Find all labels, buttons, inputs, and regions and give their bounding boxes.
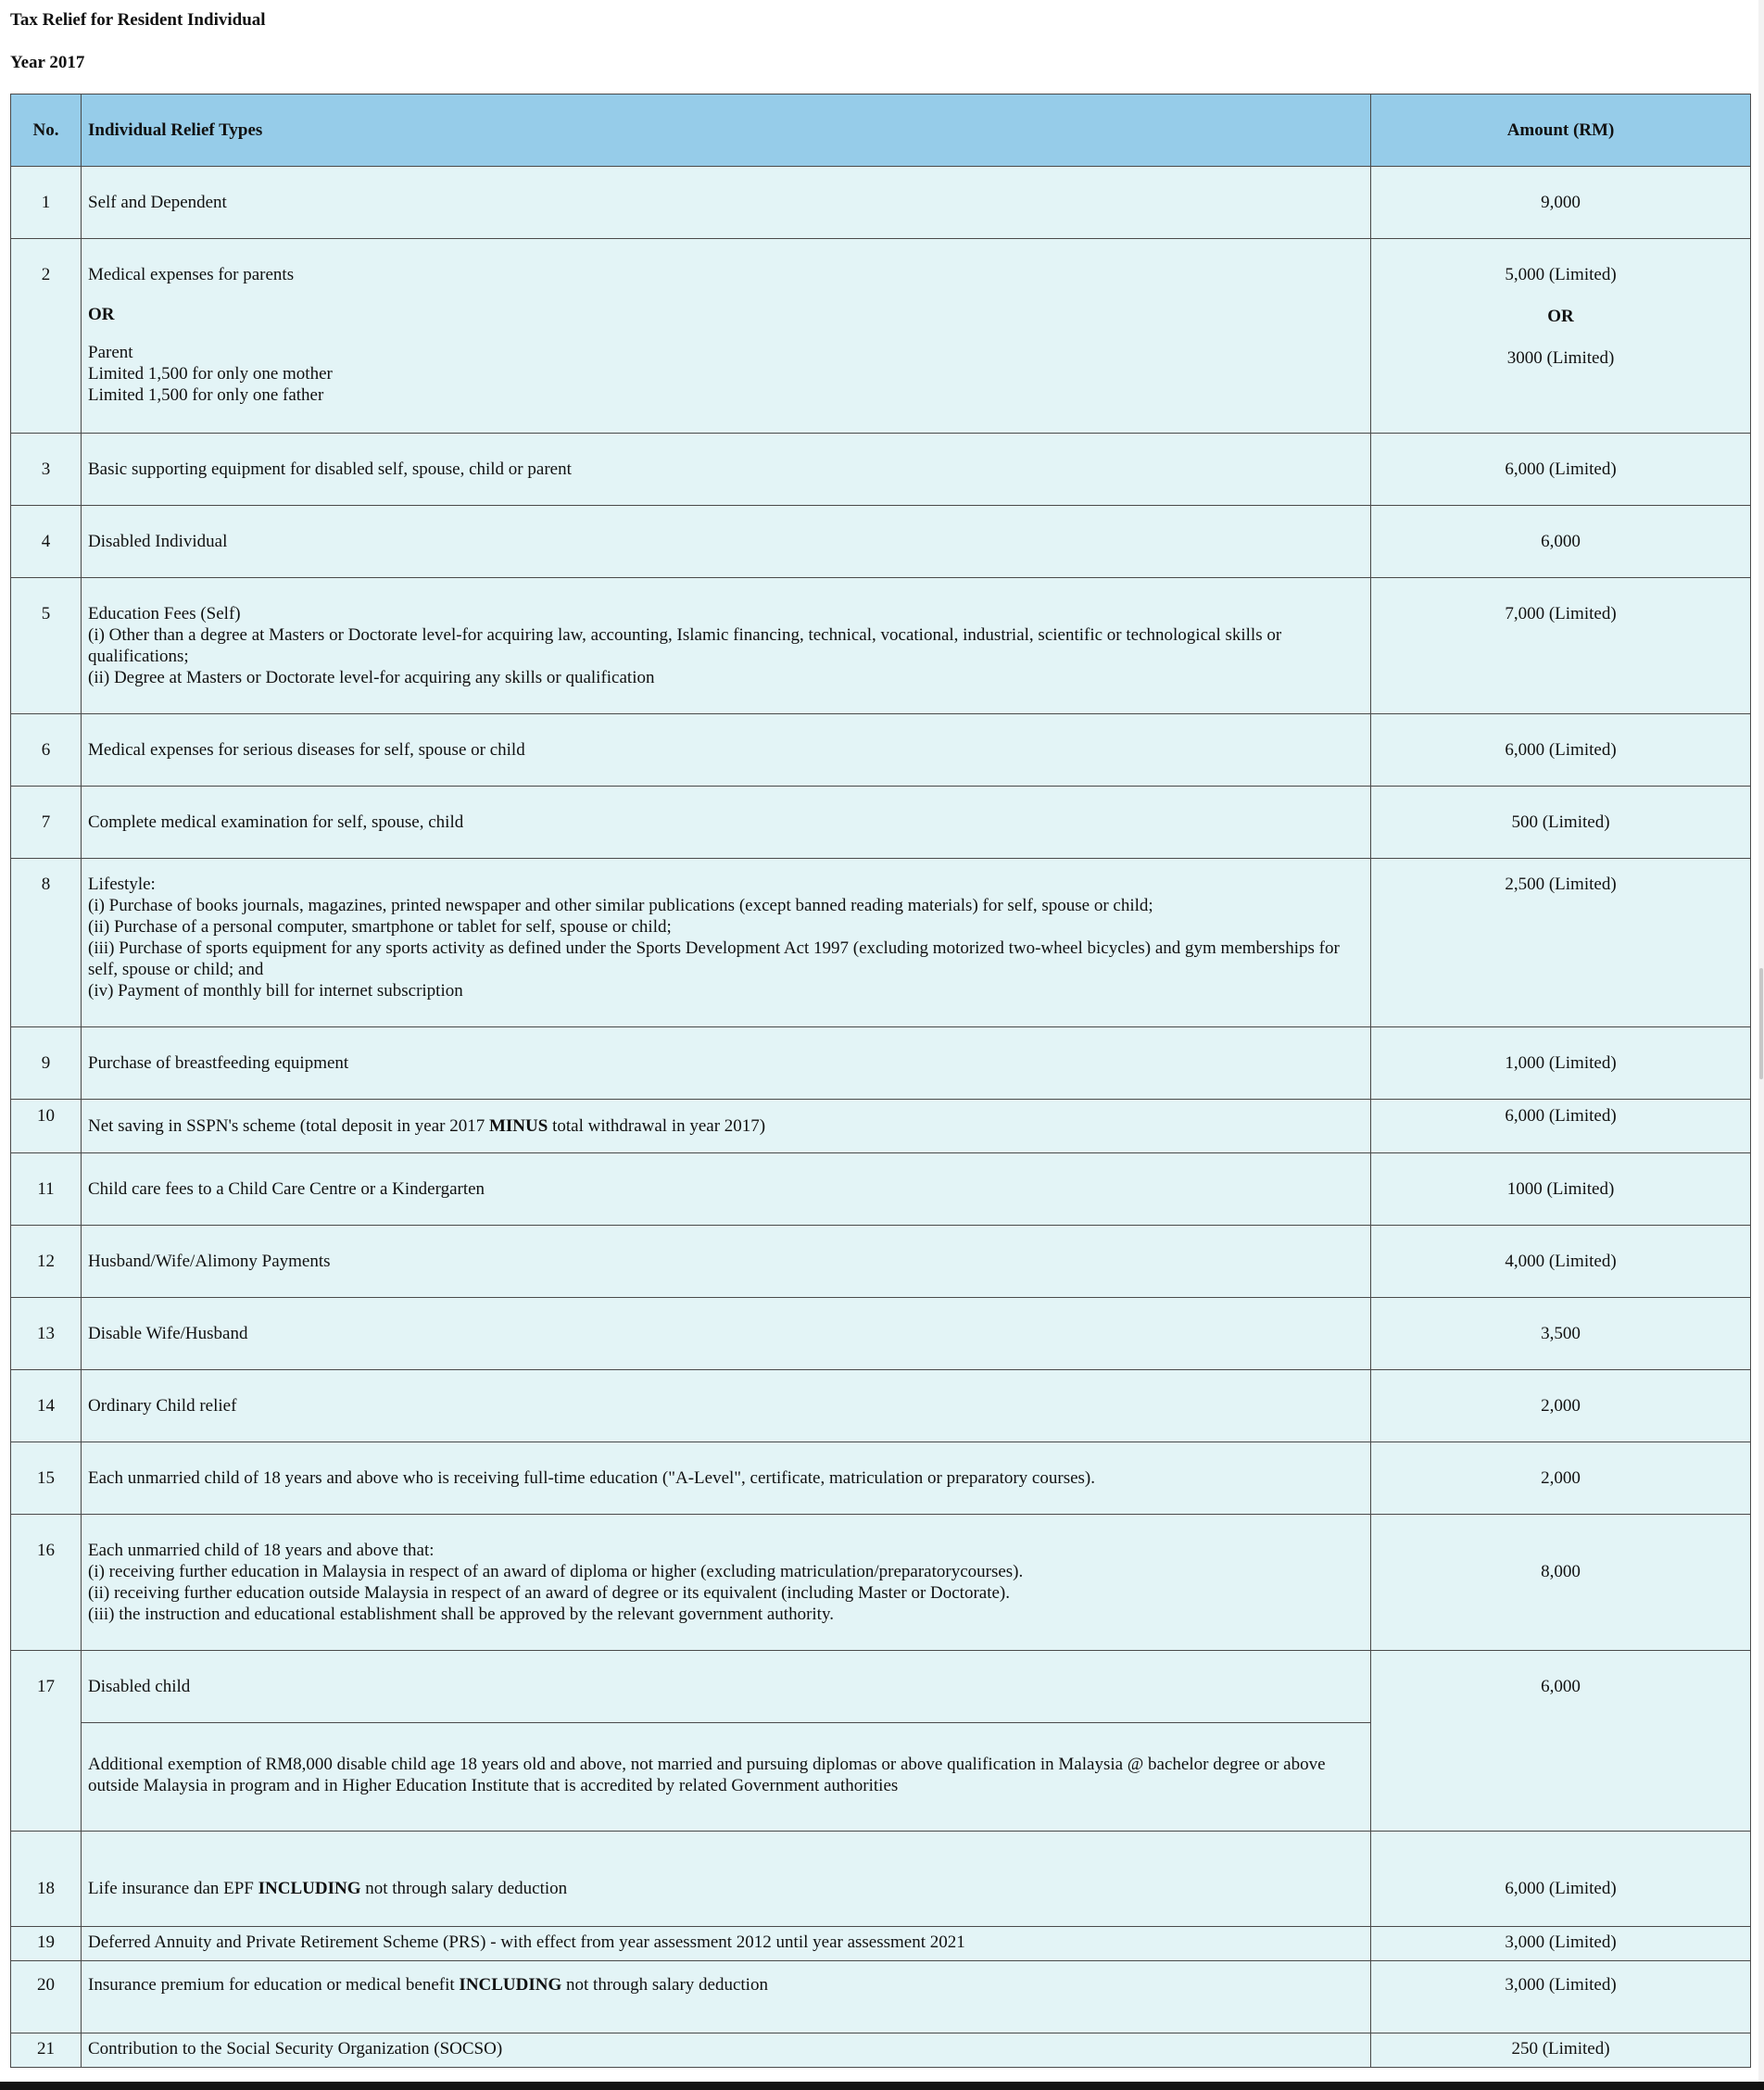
row-number: 13 (11, 1298, 82, 1370)
relief-description: Medical expenses for serious diseases for self, spouse or child (82, 714, 1371, 787)
relief-amount: 6,000 (Limited) (1371, 714, 1751, 787)
table-row (11, 1651, 1751, 1723)
relief-description: Complete medical examination for self, spouse, child (82, 787, 1371, 859)
description-text: Net saving in SSPN's scheme (total deposit in year 2017 (88, 1116, 489, 1136)
vertical-scrollbar[interactable] (1758, 0, 1764, 2083)
row-number: 18 (11, 1832, 82, 1927)
table-row (11, 167, 1751, 239)
amount-line: 3000 (Limited) (1506, 348, 1615, 368)
relief-amount: 2,000 (1371, 1442, 1751, 1515)
row-number: 2 (11, 239, 82, 434)
row-number: 11 (11, 1153, 82, 1226)
relief-description: Disabled Individual (82, 506, 1371, 578)
relief-description: Basic supporting equipment for disabled self, spouse, child or parent (82, 434, 1371, 506)
table-row (11, 1515, 1751, 1651)
description-line: (ii) Degree at Masters or Doctorate level-for acquiring any skills or qualification (88, 668, 655, 687)
description-text: not through salary deduction (561, 1975, 768, 1995)
relief-description: Husband/Wife/Alimony Payments (82, 1226, 1371, 1298)
table-row (11, 239, 1751, 434)
row-number: 12 (11, 1226, 82, 1298)
relief-amount: 500 (Limited) (1371, 787, 1751, 859)
description-text: Insurance premium for education or medical benefit (88, 1975, 460, 1995)
relief-amount: 2,000 (1371, 1370, 1751, 1442)
relief-description (82, 859, 1371, 1027)
row-number: 20 (11, 1961, 82, 2033)
description-line: (iii) Purchase of sports equipment for any sports activity as defined under the Sports Development Act 1997 (excluding motorized two-wheel bicycles) and gym memberships for self, spouse or child; and (88, 938, 1340, 979)
relief-amount: 8,000 (1371, 1515, 1751, 1651)
relief-amount: 4,000 (Limited) (1371, 1226, 1751, 1298)
relief-amount: 1,000 (Limited) (1371, 1027, 1751, 1100)
table-row (11, 1027, 1751, 1100)
table-row (11, 1927, 1751, 1961)
relief-description (82, 578, 1371, 714)
relief-description: Child care fees to a Child Care Centre or a Kindergarten (82, 1153, 1371, 1226)
relief-amount: 9,000 (1371, 167, 1751, 239)
row-number: 4 (11, 506, 82, 578)
relief-amount: 3,500 (1371, 1298, 1751, 1370)
description-line: Parent (88, 343, 133, 362)
table-row (11, 1153, 1751, 1226)
amount-line: 5,000 (Limited) (1505, 265, 1617, 284)
description-line: Medical expenses for parents (88, 265, 295, 284)
relief-description: Each unmarried child of 18 years and above who is receiving full-time education ("A-Level", certificate, matriculation or preparatory courses). (82, 1442, 1371, 1515)
relief-description (82, 239, 1371, 434)
description-line: (ii) Purchase of a personal computer, smartphone or tablet for self, spouse or child; (88, 917, 672, 937)
row-number: 16 (11, 1515, 82, 1651)
description-text: not through salary deduction (360, 1879, 568, 1898)
table-row (11, 1442, 1751, 1515)
table-header-row (11, 94, 1751, 167)
table-row (11, 1100, 1751, 1153)
relief-amount: 7,000 (Limited) (1371, 578, 1751, 714)
relief-description: Purchase of breastfeeding equipment (82, 1027, 1371, 1100)
relief-amount: 3,000 (Limited) (1371, 1927, 1751, 1961)
relief-amount: 6,000 (1371, 1651, 1751, 1832)
table-row (11, 714, 1751, 787)
description-text: total withdrawal in year 2017) (548, 1116, 766, 1136)
description-line: Education Fees (Self) (88, 604, 241, 623)
relief-amount (1371, 239, 1751, 434)
relief-amount: 6,000 (1371, 506, 1751, 578)
page-title: Tax Relief for Resident Individual (10, 10, 266, 30)
row-number: 19 (11, 1927, 82, 1961)
row-number: 9 (11, 1027, 82, 1100)
emphasis-text: INCLUDING (459, 1975, 562, 1995)
relief-amount: 6,000 (Limited) (1371, 1832, 1751, 1927)
table-row (11, 859, 1751, 1027)
scrollbar-thumb[interactable] (1759, 968, 1763, 1079)
table-row (11, 2033, 1751, 2068)
relief-description: Contribution to the Social Security Organization (SOCSO) (82, 2033, 1371, 2068)
row-number: 6 (11, 714, 82, 787)
relief-amount: 6,000 (Limited) (1371, 1100, 1751, 1153)
bottom-edge-bar (0, 2082, 1764, 2090)
row-number: 5 (11, 578, 82, 714)
row-number: 3 (11, 434, 82, 506)
row-number: 7 (11, 787, 82, 859)
year-heading: Year 2017 (10, 53, 85, 72)
relief-description: Ordinary Child relief (82, 1370, 1371, 1442)
emphasis-text: MINUS (488, 1116, 548, 1136)
relief-description: Self and Dependent (82, 167, 1371, 239)
table-row (11, 1961, 1751, 2033)
description-line: Limited 1,500 for only one mother (88, 364, 333, 384)
relief-description: Disable Wife/Husband (82, 1298, 1371, 1370)
relief-amount: 1000 (Limited) (1371, 1153, 1751, 1226)
description-line: (iv) Payment of monthly bill for internet subscription (88, 981, 463, 1001)
relief-description (82, 1961, 1371, 2033)
relief-description: Disabled child (82, 1651, 1371, 1723)
relief-description (82, 1515, 1371, 1651)
relief-description: Deferred Annuity and Private Retirement Scheme (PRS) - with effect from year assessment 2012 until year assessment 2021 (82, 1927, 1371, 1961)
row-number: 8 (11, 859, 82, 1027)
description-text: Life insurance dan EPF (88, 1879, 258, 1898)
table-row (11, 434, 1751, 506)
header-relief-types: Individual Relief Types (82, 94, 1371, 167)
or-label: OR (1547, 307, 1574, 326)
row-number: 1 (11, 167, 82, 239)
document (10, 0, 1750, 2068)
relief-amount: 6,000 (Limited) (1371, 434, 1751, 506)
relief-table (10, 94, 1751, 2068)
relief-amount: 250 (Limited) (1371, 2033, 1751, 2068)
relief-description (82, 1832, 1371, 1927)
table-row (11, 1298, 1751, 1370)
row-number: 10 (11, 1100, 82, 1153)
description-line: (i) Other than a degree at Masters or Doctorate level-for acquiring law, accounting, Islamic financing, technical, vocational, industrial, scientific or technological skills or qualifications; (88, 625, 1282, 666)
row-number: 21 (11, 2033, 82, 2068)
table-row (11, 1370, 1751, 1442)
description-line: (i) receiving further education in Malaysia in respect of an award of diploma or higher (excluding matriculation/preparatorycourses). (88, 1562, 1024, 1581)
description-line: Each unmarried child of 18 years and above that: (88, 1541, 435, 1560)
table-row (11, 578, 1751, 714)
relief-amount: 2,500 (Limited) (1371, 859, 1751, 1027)
description-line: Lifestyle: (88, 875, 156, 894)
header-amount: Amount (RM) (1371, 94, 1751, 167)
description-line: (i) Purchase of books journals, magazines, printed newspaper and other similar publications (except banned reading materials) for self, spouse or child; (88, 896, 1153, 915)
emphasis-text: INCLUDING (258, 1879, 361, 1898)
table-row (11, 787, 1751, 859)
description-line: (ii) receiving further education outside Malaysia in respect of an award of degree or its equivalent (including Master or Doctorate). (88, 1583, 1011, 1603)
row-number: 14 (11, 1370, 82, 1442)
description-line: (iii) the instruction and educational establishment shall be approved by the relevant government authority. (88, 1605, 834, 1624)
relief-amount: 3,000 (Limited) (1371, 1961, 1751, 2033)
row-number: 15 (11, 1442, 82, 1515)
relief-description (82, 1100, 1371, 1153)
header-no: No. (11, 94, 82, 167)
table-row (11, 506, 1751, 578)
table-row (11, 1226, 1751, 1298)
or-label: OR (88, 305, 115, 324)
table-row (11, 1832, 1751, 1927)
row-number: 17 (11, 1651, 82, 1832)
relief-description-additional: Additional exemption of RM8,000 disable child age 18 years old and above, not married and pursuing diplomas or above qualification in Malaysia @ bachelor degree or above outside Malaysia in program and in Higher Education Institute that is accredited by related Government authorities (82, 1723, 1371, 1832)
description-line: Limited 1,500 for only one father (88, 385, 324, 405)
